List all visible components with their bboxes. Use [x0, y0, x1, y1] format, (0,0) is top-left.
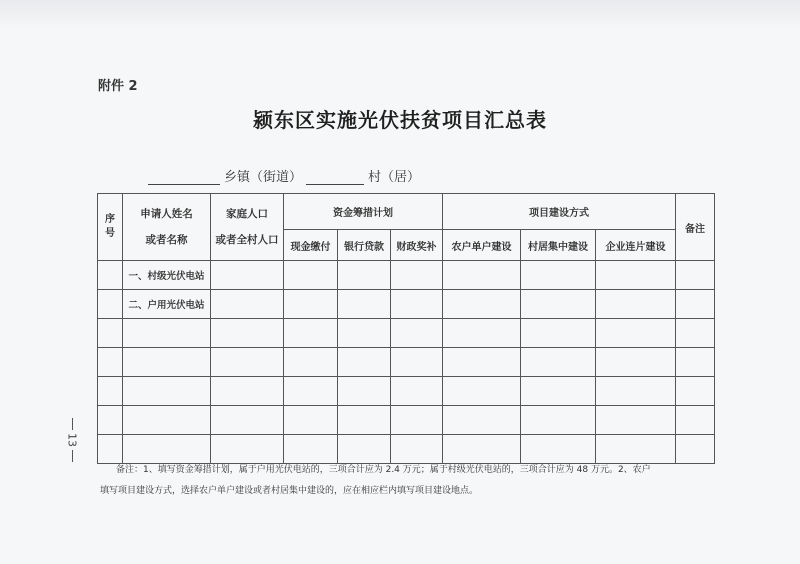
table-cell — [521, 261, 596, 290]
table-cell — [284, 348, 338, 377]
table-cell — [98, 290, 123, 319]
table-cell — [338, 377, 391, 406]
table-row — [98, 290, 715, 319]
village-label: 村（居） — [368, 170, 421, 185]
seq-header-line-1: 序 — [105, 214, 115, 225]
applicant-header-line-2: 或者名称 — [145, 234, 188, 246]
applicant-cell — [123, 406, 211, 435]
township-label: 乡镇（街道） — [224, 170, 303, 185]
table-cell — [338, 348, 391, 377]
table-cell — [596, 290, 676, 319]
table-cell — [676, 406, 715, 435]
table-cell — [676, 319, 715, 348]
table-cell — [211, 261, 284, 290]
village-blank — [306, 172, 364, 185]
annex-label: 附件 2 — [98, 79, 138, 94]
table-cell — [443, 377, 521, 406]
table-cell — [596, 377, 676, 406]
table-cell — [443, 290, 521, 319]
table-cell — [596, 319, 676, 348]
table-cell — [338, 290, 391, 319]
table-cell — [211, 406, 284, 435]
table-cell — [98, 319, 123, 348]
remark-header: 备注 — [676, 194, 715, 261]
table-cell — [338, 261, 391, 290]
table-row — [98, 348, 715, 377]
table-cell — [284, 290, 338, 319]
table-cell — [211, 290, 284, 319]
table-cell — [98, 348, 123, 377]
seq-header — [98, 194, 123, 261]
build-enterprise-header: 企业连片建设 — [596, 230, 676, 261]
table-cell — [521, 406, 596, 435]
page-number-dash-top — [72, 418, 73, 430]
table-cell — [443, 348, 521, 377]
table-cell — [98, 406, 123, 435]
table-row — [98, 261, 715, 290]
population-header-line-1: 家庭人口 — [226, 208, 268, 220]
summary-table — [97, 193, 715, 464]
page-number — [62, 418, 82, 478]
build-header: 项目建设方式 — [443, 194, 676, 230]
table-cell — [676, 377, 715, 406]
table-row — [98, 319, 715, 348]
build-village-header: 村居集中建设 — [521, 230, 596, 261]
funding-cash-header: 现金缴付 — [284, 230, 338, 261]
table-row — [98, 377, 715, 406]
seq-header-line-2: 号 — [105, 228, 115, 239]
page-number-value: 13 — [65, 433, 79, 447]
table-cell — [443, 406, 521, 435]
footnote — [100, 460, 712, 502]
table-cell — [98, 377, 123, 406]
header-row-1 — [98, 194, 715, 230]
table-cell — [596, 406, 676, 435]
township-blank — [148, 172, 220, 185]
footnote-line-2: 填写项目建设方式，选择农户单户建设或者村居集中建设的，应在相应栏内填写项目建设地点。 — [100, 486, 479, 496]
funding-subsidy-header: 财政奖补 — [391, 230, 443, 261]
table-cell — [284, 406, 338, 435]
table-cell — [676, 290, 715, 319]
table-cell — [391, 261, 443, 290]
table-cell — [338, 406, 391, 435]
table-cell — [211, 319, 284, 348]
applicant-header — [123, 194, 211, 261]
table-cell — [521, 290, 596, 319]
table-cell — [521, 377, 596, 406]
table-cell — [284, 261, 338, 290]
population-header — [211, 194, 284, 261]
table-cell — [391, 348, 443, 377]
table-cell — [521, 319, 596, 348]
build-household-header: 农户单户建设 — [443, 230, 521, 261]
applicant-cell: 一、村级光伏电站 — [123, 261, 211, 290]
footnote-line-1: 备注：1、填写资金筹措计划，属于户用光伏电站的，三项合计应为 2.4 万元；属于村级光伏电站的，三项合计应为 48 万元。2、农户 — [116, 465, 651, 475]
table-row — [98, 406, 715, 435]
applicant-header-line-1: 申请人姓名 — [140, 208, 193, 220]
table-cell — [284, 319, 338, 348]
table-cell — [391, 377, 443, 406]
table-cell — [443, 319, 521, 348]
table-cell — [676, 348, 715, 377]
table-cell — [284, 377, 338, 406]
table-cell — [98, 261, 123, 290]
table-cell — [596, 348, 676, 377]
funding-loan-header: 银行贷款 — [338, 230, 391, 261]
applicant-cell — [123, 377, 211, 406]
table-cell — [391, 319, 443, 348]
table-cell — [391, 290, 443, 319]
table-body — [98, 261, 715, 464]
page-number-dash-bottom — [72, 450, 73, 462]
location-line — [148, 166, 420, 185]
table-cell — [443, 261, 521, 290]
applicant-cell — [123, 348, 211, 377]
table-cell — [391, 406, 443, 435]
applicant-cell: 二、户用光伏电站 — [123, 290, 211, 319]
table-cell — [521, 348, 596, 377]
table-cell — [211, 377, 284, 406]
table-cell — [596, 261, 676, 290]
document-title: 颍东区实施光伏扶贫项目汇总表 — [253, 108, 547, 132]
funding-header: 资金筹措计划 — [284, 194, 443, 230]
table-cell — [211, 348, 284, 377]
applicant-cell — [123, 319, 211, 348]
table-cell — [676, 261, 715, 290]
population-header-line-2: 或者全村人口 — [215, 234, 279, 246]
table-cell — [338, 319, 391, 348]
scan-top-band — [0, 0, 800, 30]
